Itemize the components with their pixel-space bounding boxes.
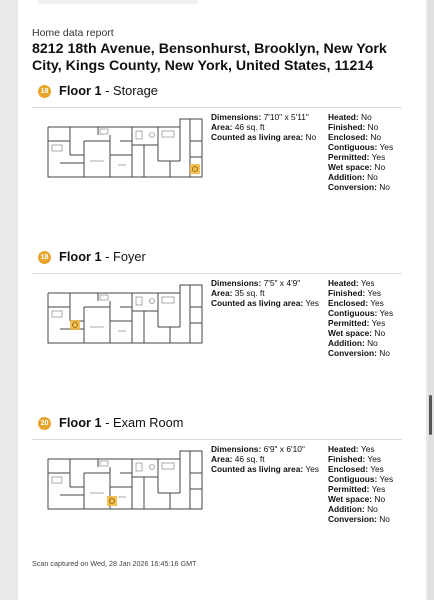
enclosed-row: Enclosed: Yes: [328, 298, 384, 308]
area-row: Area: 46 sq. ft: [211, 122, 265, 132]
wet-space-row: Wet space: No: [328, 494, 386, 504]
room-properties: [211, 444, 319, 474]
room-title: [59, 415, 183, 430]
floor-plan-image: [40, 277, 210, 357]
permitted-row: Permitted: Yes: [328, 484, 386, 494]
permitted-row: Permitted: Yes: [328, 152, 386, 162]
room-properties: [211, 278, 319, 308]
area-row: Area: 46 sq. ft: [211, 454, 265, 464]
permitted-row: Permitted: Yes: [328, 318, 386, 328]
room-flags: [328, 444, 393, 524]
scan-timestamp: Scan captured on Wed, 28 Jan 2026 16:45:16 GMT: [32, 559, 197, 568]
property-address: 8212 18th Avenue, Bensonhurst, Brooklyn, New York City, Kings County, New York, United States, 11214: [32, 41, 387, 74]
previous-page-edge: [38, 0, 198, 4]
living-area-row: Counted as living area: No: [211, 132, 317, 142]
conversion-row: Conversion: No: [328, 182, 390, 192]
dimensions-row: Dimensions: 7'5" x 4'9": [211, 278, 301, 288]
room-title: [59, 83, 158, 98]
room-name: - Foyer: [101, 249, 146, 264]
room-number-badge: 18: [38, 85, 51, 98]
room-section: [18, 417, 426, 582]
contiguous-row: Contiguous: Yes: [328, 308, 394, 318]
room-name: - Exam Room: [101, 415, 184, 430]
living-area-row: Counted as living area: Yes: [211, 298, 319, 308]
area-row: Area: 35 sq. ft: [211, 288, 265, 298]
heated-row: Heated: No: [328, 112, 372, 122]
floor-plan-image: [40, 443, 210, 523]
living-area-row: Counted as living area: Yes: [211, 464, 319, 474]
conversion-row: Conversion: No: [328, 348, 390, 358]
heated-row: Heated: Yes: [328, 278, 375, 288]
section-divider: [32, 439, 402, 440]
floor-label: Floor 1: [59, 249, 102, 264]
addition-row: Addition: No: [328, 338, 378, 348]
report-page: [18, 0, 426, 600]
contiguous-row: Contiguous: Yes: [328, 142, 394, 152]
contiguous-row: Contiguous: Yes: [328, 474, 394, 484]
room-flags: [328, 278, 393, 358]
room-number-badge: 19: [38, 251, 51, 264]
wet-space-row: Wet space: No: [328, 328, 386, 338]
addition-row: Addition: No: [328, 504, 378, 514]
floor-label: Floor 1: [59, 415, 102, 430]
conversion-row: Conversion: No: [328, 514, 390, 524]
floor-label: Floor 1: [59, 83, 102, 98]
room-number-badge: 20: [38, 417, 51, 430]
finished-row: Finished: No: [328, 122, 379, 132]
room-properties: [211, 112, 316, 142]
heated-row: Heated: Yes: [328, 444, 375, 454]
finished-row: Finished: Yes: [328, 288, 382, 298]
addition-row: Addition: No: [328, 172, 378, 182]
dimensions-row: Dimensions: 7'10" x 5'11": [211, 112, 309, 122]
dimensions-row: Dimensions: 6'9" x 6'10": [211, 444, 305, 454]
scrollbar-thumb[interactable]: [429, 395, 432, 435]
report-label: Home data report: [32, 27, 114, 39]
section-divider: [32, 107, 402, 108]
room-title: [59, 249, 146, 264]
enclosed-row: Enclosed: Yes: [328, 464, 384, 474]
room-flags: [328, 112, 393, 192]
enclosed-row: Enclosed: No: [328, 132, 382, 142]
finished-row: Finished: Yes: [328, 454, 382, 464]
room-name: - Storage: [101, 83, 158, 98]
room-section: [18, 85, 426, 250]
wet-space-row: Wet space: No: [328, 162, 386, 172]
room-section: [18, 251, 426, 416]
floor-plan-image: [40, 111, 210, 191]
section-divider: [32, 273, 402, 274]
scrollbar-track[interactable]: [428, 0, 434, 600]
